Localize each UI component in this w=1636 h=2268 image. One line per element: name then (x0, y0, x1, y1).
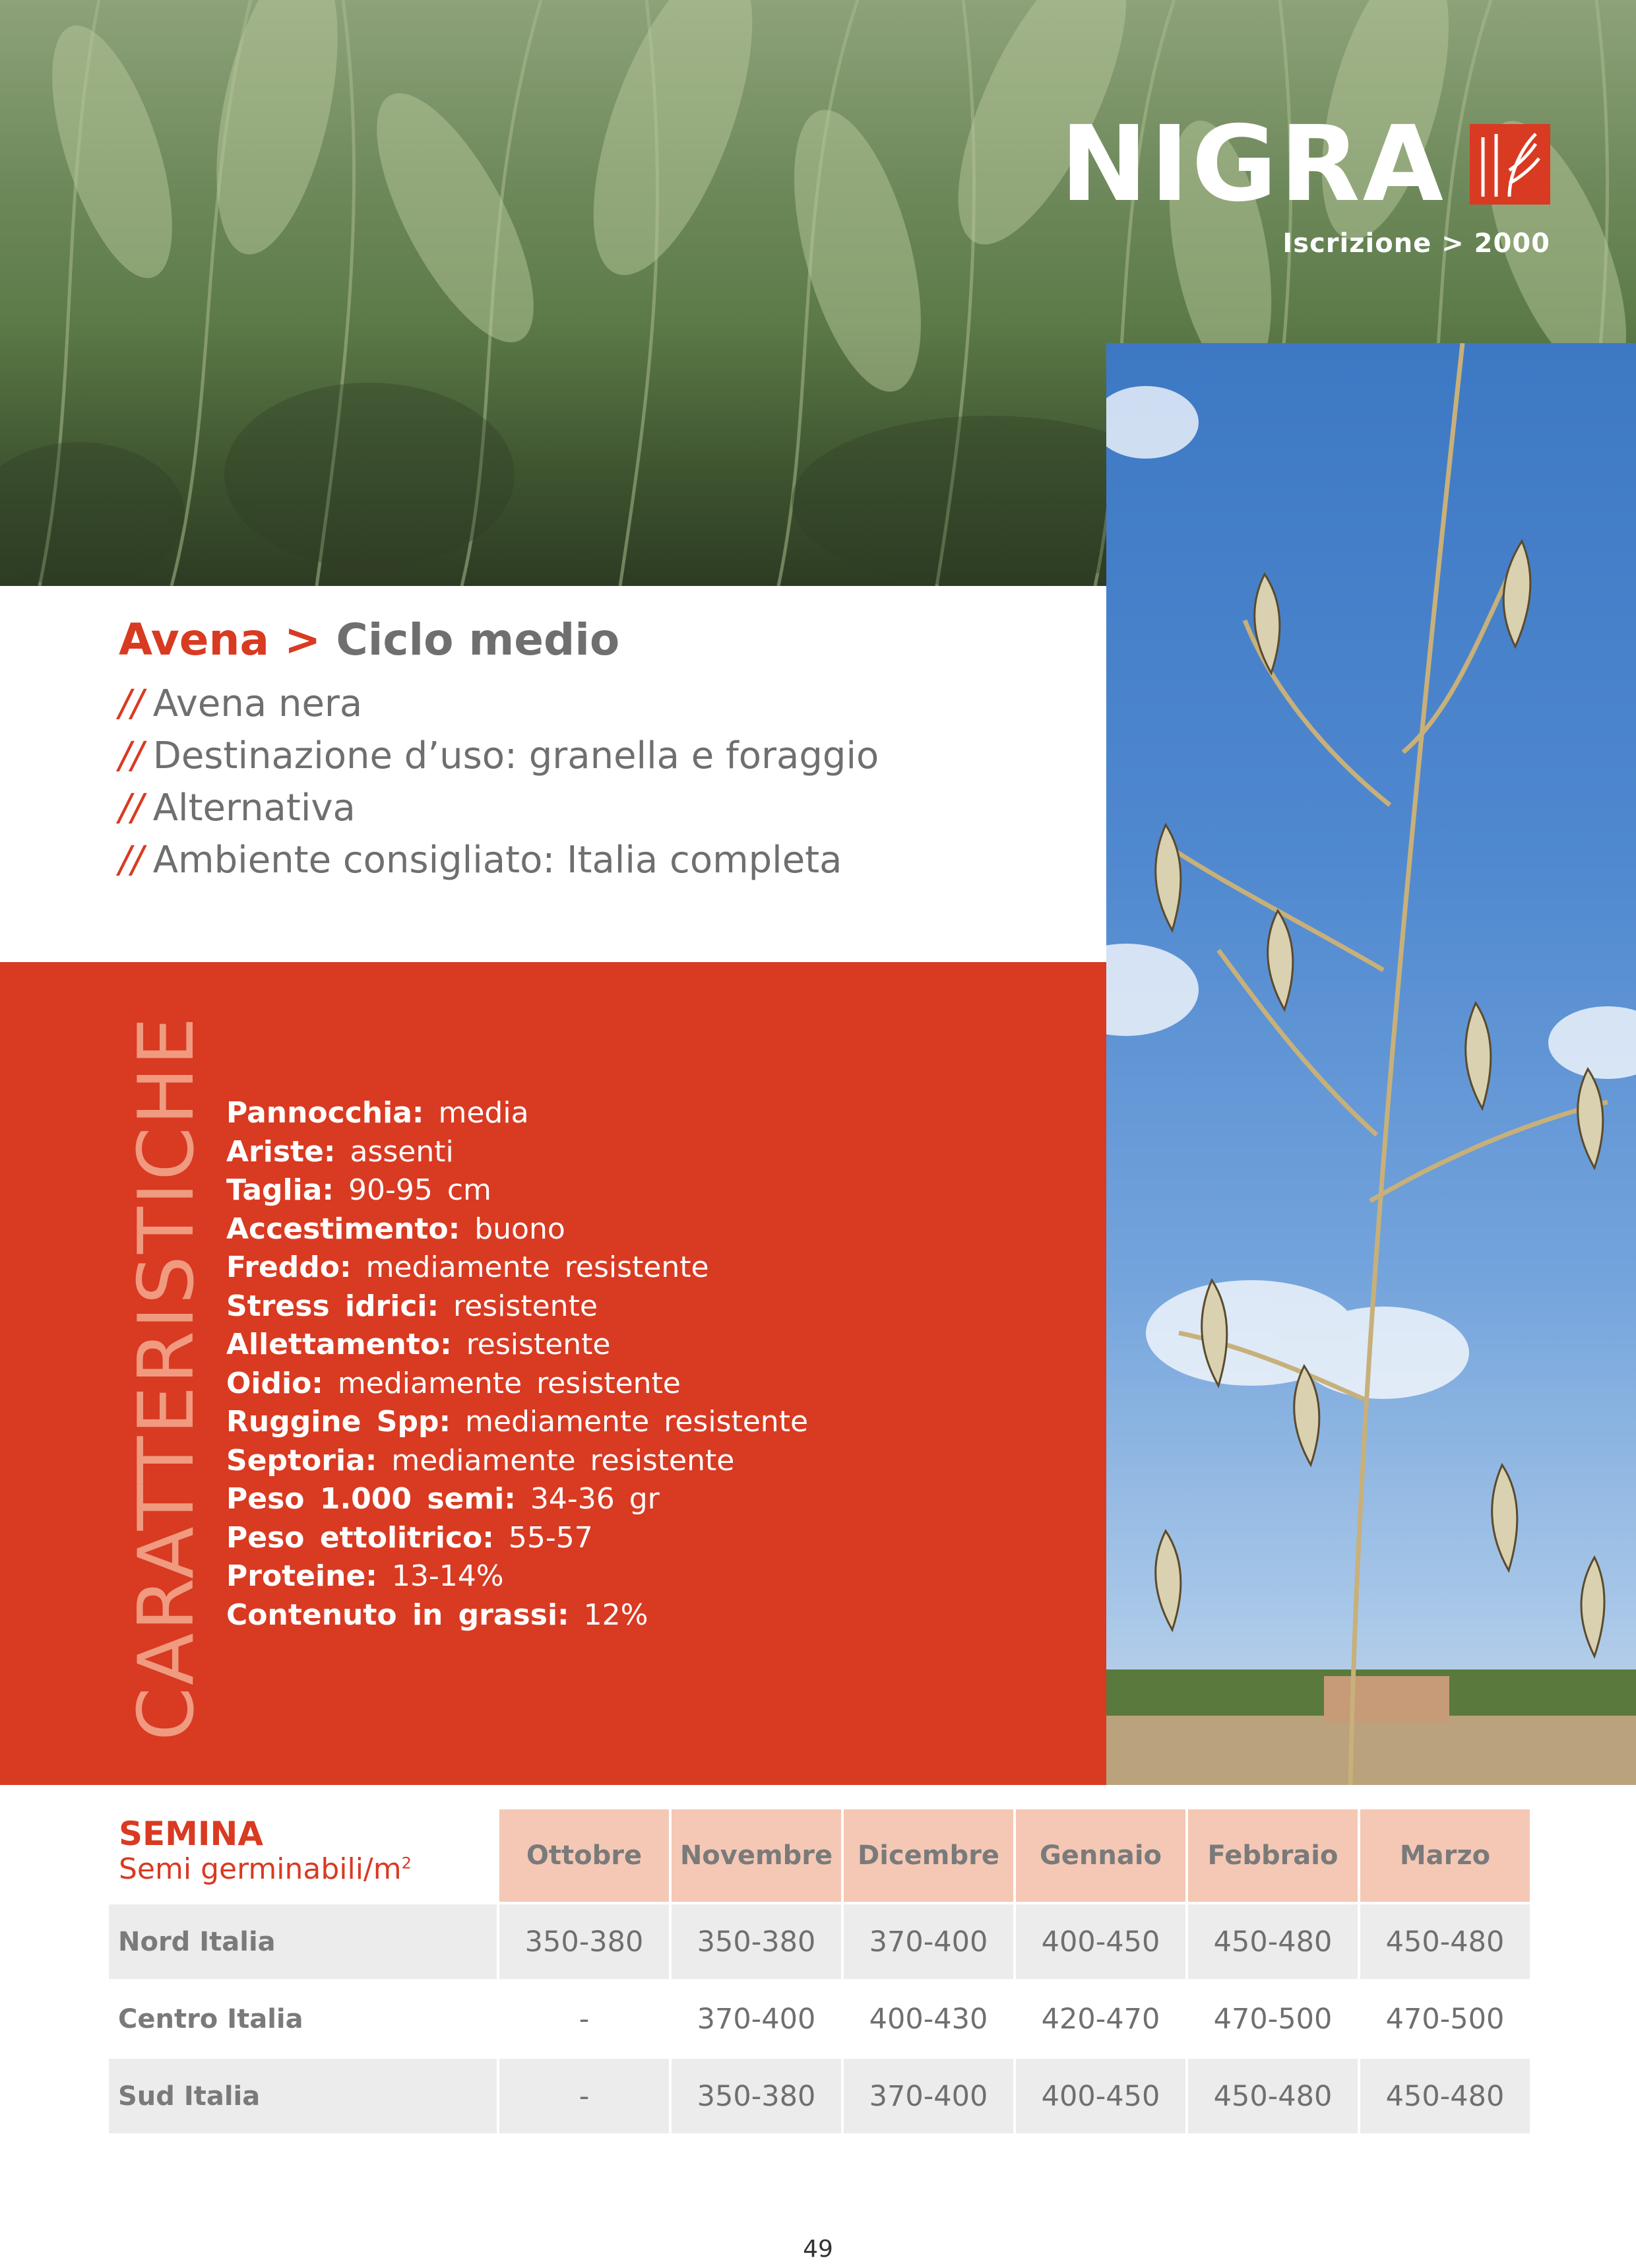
table-row (109, 1903, 1530, 1980)
oat-illustration (1106, 343, 1636, 1785)
characteristic-item (226, 1248, 808, 1287)
characteristic-label: Ruggine Spp: (226, 1405, 451, 1439)
seed-density-cell: 370-400 (842, 1903, 1015, 1980)
seed-density-cell: 350-380 (670, 2057, 842, 2133)
sowing-subtitle (119, 1852, 412, 1887)
characteristic-label: Allettamento: (226, 1328, 452, 1361)
characteristic-item (226, 1596, 808, 1635)
characteristic-value: 13-14% (391, 1559, 504, 1593)
region-cell: Centro Italia (109, 1980, 498, 2057)
feature-item (119, 782, 1095, 834)
characteristic-value: resistente (453, 1289, 598, 1323)
feature-text: Avena nera (152, 682, 363, 726)
characteristic-label: Ariste: (226, 1134, 336, 1169)
characteristic-label: Stress idrici: (226, 1289, 439, 1323)
sowing-label (119, 1816, 412, 1887)
characteristic-value: mediamente resistente (365, 1250, 709, 1284)
seed-density-cell: 370-400 (670, 1980, 842, 2057)
feature-text: Destinazione d’uso: granella e foraggio (152, 734, 879, 778)
seed-density-cell: 450-480 (1187, 1903, 1359, 1980)
feature-text: Alternativa (152, 787, 356, 830)
bullet-marker: // (119, 734, 144, 778)
characteristic-item (226, 1365, 808, 1404)
characteristic-value: mediamente resistente (391, 1443, 735, 1477)
seed-density-cell: 400-450 (1015, 2057, 1187, 2133)
characteristic-label: Proteine: (226, 1559, 377, 1593)
table-row (109, 1980, 1530, 2057)
characteristic-item (226, 1326, 808, 1365)
characteristic-label: Peso 1.000 semi: (226, 1482, 516, 1516)
seed-density-cell: 400-430 (842, 1980, 1015, 2057)
seed-density-cell: 350-380 (498, 1903, 670, 1980)
feature-list (119, 678, 1095, 886)
seed-density-cell: 450-480 (1187, 2057, 1359, 2133)
characteristics-list (226, 1094, 808, 1635)
month-header: Marzo (1359, 1809, 1530, 1903)
seed-density-cell: 470-500 (1359, 1980, 1530, 2057)
seed-density-cell: 370-400 (842, 2057, 1015, 2133)
sowing-unit-exponent: 2 (401, 1854, 412, 1873)
characteristic-value: 12% (583, 1598, 648, 1632)
page-number: 49 (803, 2236, 833, 2263)
sowing-unit: Semi germinabili/m (119, 1852, 402, 1886)
characteristic-label: Septoria: (226, 1443, 377, 1477)
cycle-name: Ciclo medio (336, 614, 620, 665)
characteristic-item (226, 1171, 808, 1210)
seed-density-cell: - (498, 1980, 670, 2057)
table-row (109, 2057, 1530, 2133)
characteristic-value: media (438, 1096, 529, 1130)
seed-density-cell: 400-450 (1015, 1903, 1187, 1980)
bullet-marker: // (119, 682, 144, 726)
characteristic-item (226, 1557, 808, 1596)
month-header: Ottobre (498, 1809, 670, 1903)
month-header: Gennaio (1015, 1809, 1187, 1903)
characteristic-item (226, 1442, 808, 1481)
feature-item (119, 834, 1095, 886)
title-separator: > (284, 614, 321, 665)
characteristic-value: mediamente resistente (337, 1366, 681, 1400)
crop-name: Avena (119, 614, 270, 665)
characteristic-label: Taglia: (226, 1173, 334, 1207)
month-header: Febbraio (1187, 1809, 1359, 1903)
bullet-marker: // (119, 787, 144, 830)
seed-density-cell: 450-480 (1359, 1903, 1530, 1980)
seed-density-cell: 420-470 (1015, 1980, 1187, 2057)
characteristic-label: Accestimento: (226, 1212, 460, 1246)
characteristic-value: mediamente resistente (465, 1405, 809, 1439)
brand-header (1060, 104, 1550, 259)
oat-photo (1106, 343, 1636, 1785)
characteristic-value: 34-36 gr (530, 1482, 660, 1516)
characteristic-value: buono (474, 1212, 565, 1246)
seed-density-cell: 350-380 (670, 1903, 842, 1980)
characteristic-item (226, 1287, 808, 1326)
characteristic-item (226, 1403, 808, 1442)
characteristic-value: 55-57 (508, 1520, 593, 1555)
characteristic-value: resistente (466, 1328, 611, 1361)
month-header: Dicembre (842, 1809, 1015, 1903)
seed-density-cell: 470-500 (1187, 1980, 1359, 2057)
characteristic-item (226, 1480, 808, 1519)
feature-text: Ambiente consigliato: Italia completa (152, 839, 842, 882)
characteristic-value: assenti (350, 1134, 454, 1169)
wheat-logo-icon (1470, 124, 1550, 205)
characteristics-title: CARATTERISTICHE (122, 1015, 211, 1741)
month-header: Novembre (670, 1809, 842, 1903)
characteristic-label: Pannocchia: (226, 1096, 424, 1130)
characteristic-label: Oidio: (226, 1366, 323, 1400)
characteristics-panel (0, 962, 1106, 1785)
seed-density-cell: 450-480 (1359, 2057, 1530, 2133)
characteristic-label: Freddo: (226, 1250, 352, 1284)
characteristic-item (226, 1133, 808, 1172)
region-cell: Nord Italia (109, 1903, 498, 1980)
sowing-title: SEMINA (119, 1815, 264, 1853)
bullet-marker: // (119, 839, 144, 882)
characteristic-label: Contenuto in grassi: (226, 1598, 569, 1632)
characteristic-item (226, 1519, 808, 1558)
brand-name: NIGRA (1060, 104, 1446, 225)
characteristic-label: Peso ettolitrico: (226, 1520, 494, 1555)
characteristic-item (226, 1094, 808, 1133)
registration-year: Iscrizione > 2000 (1282, 228, 1550, 259)
region-cell: Sud Italia (109, 2057, 498, 2133)
characteristic-item (226, 1210, 808, 1249)
variety-summary (119, 614, 1095, 886)
feature-item (119, 678, 1095, 730)
feature-item (119, 730, 1095, 782)
seed-density-cell: - (498, 2057, 670, 2133)
page-title (119, 614, 1095, 666)
characteristic-value: 90-95 cm (348, 1173, 491, 1207)
